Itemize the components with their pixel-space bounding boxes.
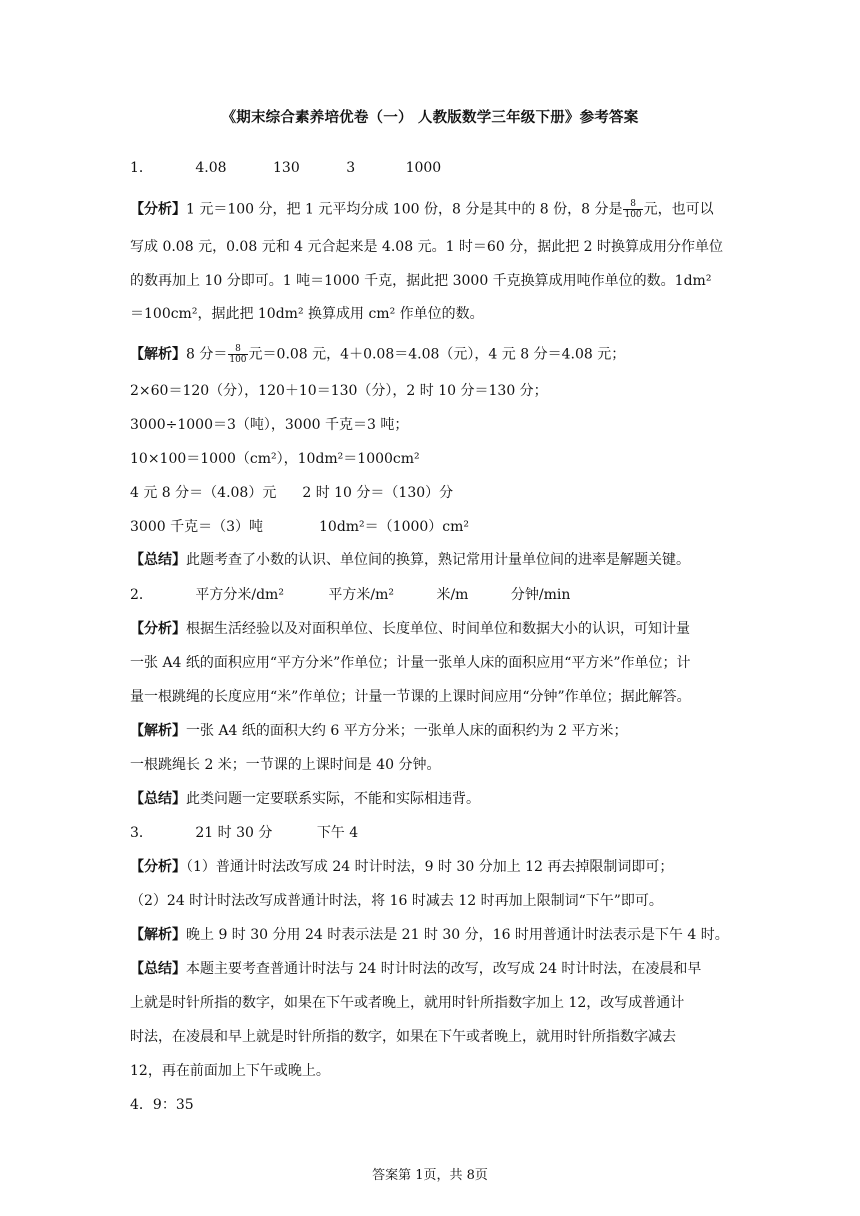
q4-number: 4． (130, 1097, 153, 1113)
page-title: 《期末综合素养培优卷（一） 人教版数学三年级下册》参考答案 (221, 109, 639, 126)
q1-conversion-b: 2 时 10 分＝（130）分 (302, 485, 454, 501)
q2-analysis-line-2: 一张 A4 纸的面积应用“平方分米”作单位；计量一张单人床的面积应用“平方米”作单位；计 (130, 655, 691, 671)
q1-analysis-line-3: 的数再加上 10 分即可。1 吨＝1000 千克，据此把 3000 千克换算成用吨作单位的数。1dm² (130, 273, 712, 289)
fraction-8-100: $\frac{8}{100}$ (624, 199, 642, 220)
solution-tag: 【解析】 (130, 346, 186, 363)
q3-summary-line-2: 上就是时针所指的数字，如果在下午或者晚上，就用时针所指数字加上 12，改写成普通计 (130, 995, 685, 1011)
q1-analysis (130, 199, 714, 220)
q1-conversion-a: 4 元 8 分＝（4.08）元 (130, 485, 277, 501)
q2-number: 2． (130, 587, 153, 603)
q2-summary-text: 此类问题一定要联系实际，不能和实际相违背。 (186, 791, 480, 807)
q3-answer-line (130, 823, 358, 843)
q2-solution-line-2: 一根跳绳长 2 米；一节课的上课时间是 40 分钟。 (130, 757, 441, 773)
q1-solution-line-3: 3000÷1000＝3（吨），3000 千克＝3 吨； (130, 417, 409, 433)
q1-solution-line-6 (130, 517, 469, 537)
analysis-tag: 【分析】 (130, 201, 186, 218)
q1-solution (130, 344, 625, 365)
q2-solution-text: 一张 A4 纸的面积大约 6 平方分米；一张单人床的面积约为 2 平方米； (186, 723, 628, 739)
q1-summary-text: 此题考查了小数的认识、单位间的换算，熟记常用计量单位间的进率是解题关键。 (186, 552, 690, 568)
q3-answer-1: 21 时 30 分 (195, 825, 273, 841)
summary-tag: 【总结】 (130, 552, 186, 568)
q2-answer-line (130, 585, 570, 605)
q2-answer-3: 米/m (436, 587, 469, 603)
q3-analysis-line-2: （2）24 时计时法改写成普通计时法，将 16 时减去 12 时再加上限制词“下午”即可。 (130, 893, 663, 909)
q2-solution (130, 721, 628, 741)
q3-solution (130, 925, 729, 945)
q1-solution-text-end: 元＝0.08 元，4＋0.08＝4.08（元），4 元 8 分＝4.08 元； (248, 346, 626, 363)
q2-answer-4: 分钟/min (510, 587, 571, 603)
q2-answer-1: 平方分米/dm² (195, 587, 284, 603)
q1-analysis-text: 1 元＝100 分，把 1 元平均分成 100 份，8 分是其中的 8 份，8 分是 (186, 201, 623, 218)
q1-analysis-text-end: 元，也可以 (643, 201, 714, 218)
analysis-tag: 【分析】 (130, 621, 186, 637)
q1-answer-4: 1000 (405, 160, 442, 176)
q4-answer: 9：35 (152, 1097, 194, 1113)
q1-answer-3: 3 (346, 160, 356, 176)
summary-tag: 【总结】 (130, 791, 186, 807)
solution-tag: 【解析】 (130, 927, 186, 943)
q2-answer-2: 平方米/m² (328, 587, 395, 603)
q2-summary (130, 789, 480, 809)
analysis-tag: 【分析】 (130, 859, 186, 875)
q2-analysis-line-3: 量一根跳绳的长度应用“米”作单位；计量一节课的上课时间应用“分钟”作单位；据此解答。 (130, 689, 691, 705)
q1-solution-line-2: 2×60＝120（分），120＋10＝130（分），2 时 10 分＝130 分； (130, 383, 548, 399)
q1-number: 1． (130, 160, 153, 176)
q1-answer-2: 130 (273, 160, 300, 176)
q3-number: 3． (130, 825, 153, 841)
q3-analysis (130, 857, 673, 877)
q1-answer-line (130, 158, 441, 178)
q3-analysis-text: （1）普通计时法改写成 24 时计时法，9 时 30 分加上 12 再去掉限制词即可； (186, 859, 674, 875)
q1-solution-text: 8 分＝ (186, 346, 228, 363)
summary-tag: 【总结】 (130, 961, 186, 977)
q1-conversion-c: 3000 千克＝（3）吨 (130, 519, 263, 535)
q3-solution-text: 晚上 9 时 30 分用 24 时表示法是 21 时 30 分，16 时用普通计时法表示是下午 4 时。 (186, 927, 729, 943)
fraction-8-100: $\frac{8}{100}$ (229, 344, 247, 365)
page-footer: 答案第 1页，共 8页 (372, 1168, 488, 1183)
q3-summary (130, 959, 701, 979)
q2-analysis (130, 619, 690, 639)
q3-summary-line-3: 时法，在凌晨和早上就是时针所指的数字，如果在下午或者晚上，就用时针所指数字减去 (130, 1029, 676, 1045)
q4-answer-line (130, 1095, 194, 1115)
q1-solution-line-4: 10×100＝1000（cm²），10dm²＝1000cm² (130, 451, 420, 467)
q1-conversion-d: 10dm²＝（1000）cm² (319, 519, 470, 535)
q3-summary-line-4: 12，再在前面加上下午或晚上。 (130, 1063, 330, 1079)
q1-analysis-line-2: 写成 0.08 元，0.08 元和 4 元合起来是 4.08 元。1 时＝60 分，据此把 2 时换算成用分作单位 (130, 239, 724, 255)
q1-solution-line-5 (130, 483, 453, 503)
q3-summary-text: 本题主要考查普通计时法与 24 时计时法的改写，改写成 24 时计时法，在凌晨和早 (186, 961, 702, 977)
q1-summary (130, 550, 690, 570)
solution-tag: 【解析】 (130, 723, 186, 739)
q1-answer-1: 4.08 (195, 160, 227, 176)
q1-analysis-line-4: ＝100cm²，据此把 10dm² 换算成用 cm² 作单位的数。 (130, 306, 484, 322)
q2-analysis-text: 根据生活经验以及对面积单位、长度单位、时间单位和数据大小的认识，可知计量 (186, 621, 690, 637)
q3-answer-2: 下午 4 (316, 825, 359, 841)
